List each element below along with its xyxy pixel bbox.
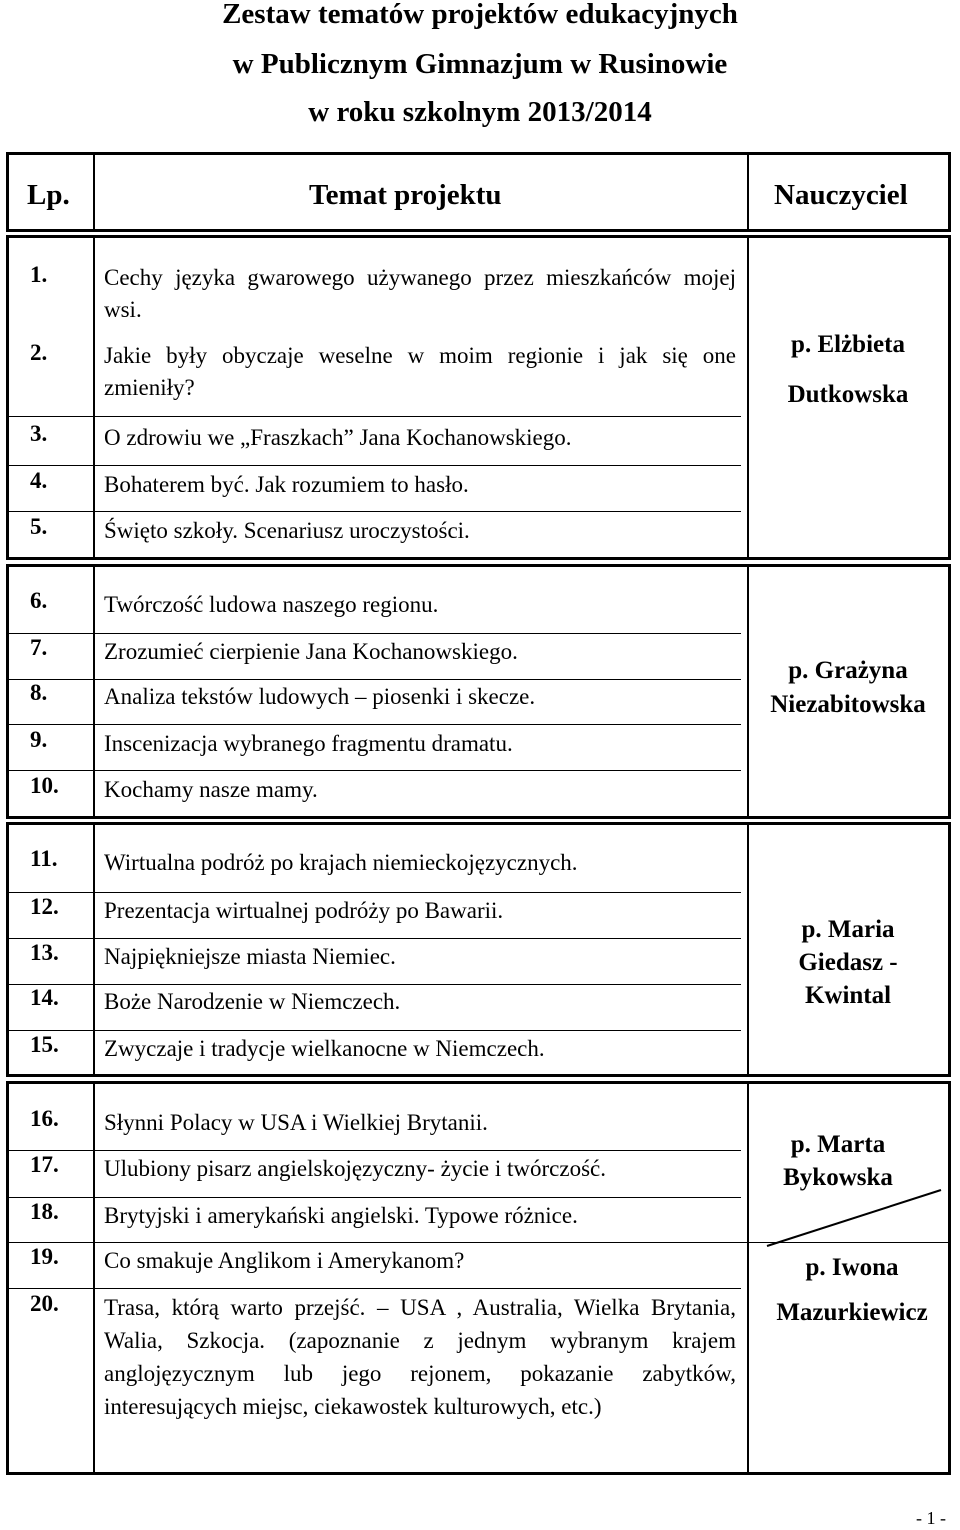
teacher-name: p. Grażyna (788, 657, 908, 684)
row-number: 20. (30, 1291, 59, 1316)
row-topic: Cechy języka gwarowego używanego przez mieszkańców mojej wsi. (104, 265, 736, 322)
row-number: 5. (30, 514, 48, 539)
row-topic: Co smakuje Anglikom i Amerykanom? (104, 1248, 465, 1273)
row-topic: Twórczość ludowa naszego regionu. (104, 592, 439, 617)
header-teacher: Nauczyciel (774, 179, 908, 211)
document-title-line-2: w Publicznym Gimnazjum w Rusinowie (232, 48, 728, 80)
row-topic: Święto szkoły. Scenariusz uroczystości. (104, 518, 470, 543)
teacher-surname: Giedasz - (798, 949, 898, 976)
header-topic: Temat projektu (309, 179, 502, 211)
page-number: - 1 - (916, 1508, 946, 1528)
row-topic: Najpiękniejsze miasta Niemiec. (104, 944, 396, 969)
teacher-name: p. Maria (801, 916, 895, 943)
document-title-line-3: w roku szkolnym 2013/2014 (308, 96, 652, 128)
row-number: 4. (30, 468, 48, 493)
row-topic: Inscenizacja wybranego fragmentu dramatu. (104, 731, 513, 756)
header-lp: Lp. (27, 179, 70, 211)
row-topic: Prezentacja wirtualnej podróży po Bawarii. (104, 898, 504, 923)
row-topic: Słynni Polacy w USA i Wielkiej Brytanii. (104, 1110, 488, 1135)
row-number: 6. (30, 588, 48, 613)
row-topic: Boże Narodzenie w Niemczech. (104, 989, 401, 1014)
row-topic: Analiza tekstów ludowych – piosenki i skecze. (104, 684, 536, 709)
teacher-name-b: p. Iwona (805, 1254, 899, 1281)
row-number: 15. (30, 1032, 59, 1057)
teacher-name: p. Elżbieta (791, 331, 905, 358)
row-topic: Trasa, którą warto przejść. – USA , Australia, Wielka Brytania, Walia, Szkocja. (zapoznanie z jednym wybranym krajem anglojęzycznym lub jego rejonem, pokazanie zabytków, interesujących miejsc, ciekawostek kulturowych, etc.) (104, 1295, 736, 1419)
row-number: 2. (30, 340, 48, 365)
row-number: 12. (30, 894, 59, 919)
row-number: 17. (30, 1152, 59, 1177)
row-topic: Zwyczaje i tradycje wielkanocne w Niemczech. (104, 1036, 545, 1061)
row-topic: Kochamy nasze mamy. (104, 777, 318, 802)
row-topic: Jakie były obyczaje weselne w moim regionie i jak się one zmieniły? (104, 343, 736, 400)
row-topic: Brytyjski i amerykański angielski. Typowe różnice. (104, 1203, 578, 1228)
teacher-surname: Niezabitowska (770, 691, 926, 718)
row-number: 1. (30, 262, 48, 287)
teacher-surname-a: Bykowska (783, 1164, 893, 1191)
teacher-surname-2: Kwintal (804, 982, 892, 1009)
row-number: 7. (30, 635, 48, 660)
teacher-surname: Dutkowska (787, 381, 909, 408)
row-topic: O zdrowiu we „Fraszkach” Jana Kochanowskiego. (104, 425, 572, 450)
table-header (6, 152, 951, 232)
row-number: 13. (30, 940, 59, 965)
row-topic: Ulubiony pisarz angielskojęzyczny- życie i twórczość. (104, 1156, 606, 1181)
row-number: 14. (30, 985, 59, 1010)
row-number: 3. (30, 421, 48, 446)
row-number: 8. (30, 680, 48, 705)
row-number: 9. (30, 727, 48, 752)
row-topic: Bohaterem być. Jak rozumiem to hasło. (104, 472, 469, 497)
row-number: 16. (30, 1106, 59, 1131)
teacher-name-a: p. Marta (790, 1131, 886, 1158)
row-number: 19. (30, 1244, 59, 1269)
row-number: 18. (30, 1199, 59, 1224)
row-topic: Zrozumieć cierpienie Jana Kochanowskiego. (104, 639, 518, 664)
teacher-surname-b: Mazurkiewicz (776, 1299, 928, 1326)
document-title-line-1: Zestaw tematów projektów edukacyjnych (222, 0, 738, 30)
row-topic: Wirtualna podróż po krajach niemieckojęzycznych. (104, 850, 578, 875)
row-number: 11. (30, 846, 58, 871)
row-number: 10. (30, 773, 59, 798)
